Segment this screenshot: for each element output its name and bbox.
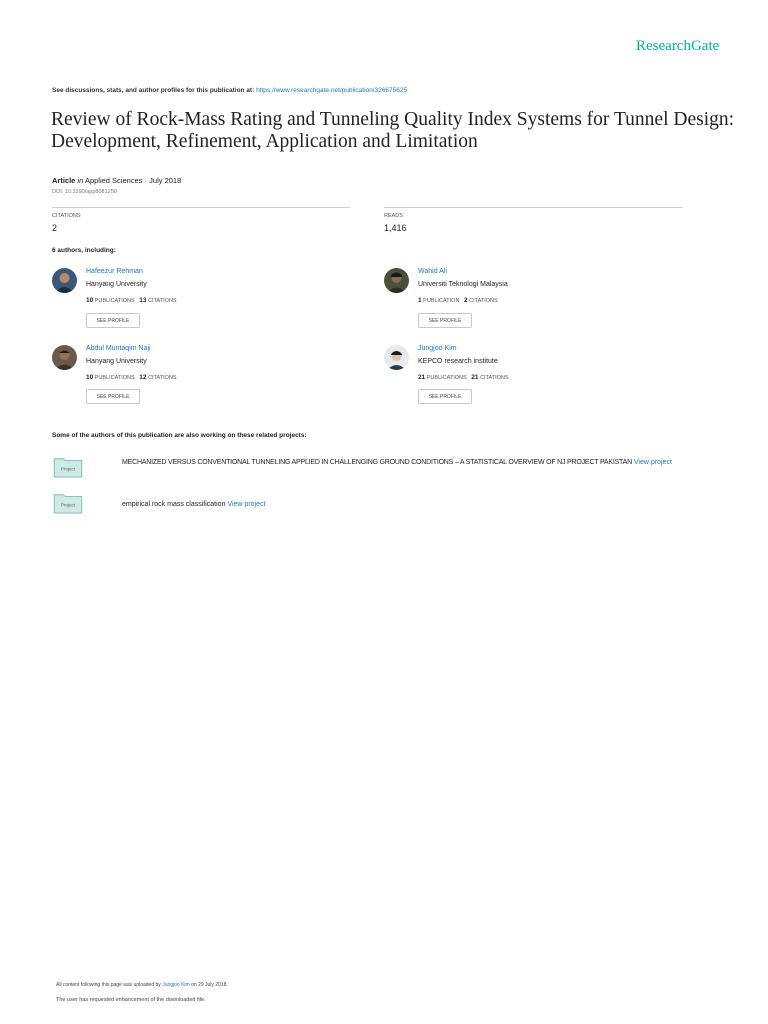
author-name[interactable]: Wahid Ali (418, 268, 447, 275)
author-name[interactable]: Abdul Muntaqim Naji (86, 345, 151, 352)
publications-count: 10 (86, 374, 94, 381)
publications-count: 10 (86, 297, 94, 304)
view-project-link[interactable]: View project (227, 501, 266, 508)
project-item (122, 456, 712, 469)
publications-label: PUBLICATIONS (426, 375, 467, 381)
authors-heading: 6 authors, including: (52, 247, 116, 254)
journal-name[interactable]: Applied Sciences (84, 176, 143, 185)
enhancement-note: The user has requested enhancement of the downloaded file. (56, 997, 206, 1003)
author-affiliation: Hanyang University (86, 358, 147, 365)
avatar-jungjoo-kim[interactable] (384, 345, 409, 370)
article-type: Article (52, 176, 76, 185)
see-profile-button[interactable]: SEE PROFILE (86, 313, 140, 328)
publications-label: PUBLICATIONS (94, 298, 135, 304)
citations-count: 21 (471, 374, 479, 381)
publications-count: 1 (418, 297, 422, 304)
project-icon-label: Project (60, 466, 76, 472)
author-stats (86, 297, 177, 304)
citations-count: 2 (464, 297, 468, 304)
publications-count: 21 (418, 374, 426, 381)
citations-count: 13 (139, 297, 147, 304)
author-stats (418, 374, 509, 381)
discussion-line (52, 87, 407, 94)
see-profile-button[interactable]: SEE PROFILE (86, 389, 140, 404)
reads-value: 1,416 (384, 223, 407, 233)
reads-label: READS (384, 213, 403, 219)
related-projects-heading: Some of the authors of this publication are also working on these related projects: (52, 432, 307, 439)
citations-count: 12 (139, 374, 147, 381)
author-affiliation: Universiti Teknologi Malaysia (418, 281, 508, 288)
citations-label: CITATIONS (148, 375, 177, 381)
author-name[interactable]: Hafeezur Rehman (86, 268, 143, 275)
publications-label: PUBLICATIONS (94, 375, 135, 381)
view-project-link[interactable]: View project (633, 459, 672, 466)
project-title: empirical rock mass classification (122, 501, 226, 508)
citations-label: CITATIONS (469, 298, 498, 304)
avatar-wahid-ali[interactable] (384, 268, 409, 293)
discussion-text: See discussions, stats, and author profiles for this publication at: (52, 87, 257, 94)
avatar-hafeezur-rehman[interactable] (52, 268, 77, 293)
citations-label: CITATIONS (52, 213, 81, 219)
in-label: in (77, 176, 84, 185)
publication-title: Review of Rock-Mass Rating and Tunneling Quality Index Systems for Tunnel Design: Development, Refinement, Application and Limitation (51, 109, 735, 152)
project-title: MECHANIZED VERSUS CONVENTIONAL TUNNELING APPLIED IN CHALLENGING GROUND CONDITIONS – A STATISTICAL OVERVIEW OF NJ PROJECT PAKISTAN (122, 459, 632, 466)
upload-prefix: All content following this page was uploaded by (56, 982, 163, 988)
publications-label: PUBLICATION (423, 298, 460, 304)
author-name[interactable]: Jungjoo Kim (418, 345, 457, 352)
project-folder-icon (53, 456, 85, 480)
author-stats (418, 297, 498, 304)
see-profile-button[interactable]: SEE PROFILE (418, 389, 472, 404)
upload-info (56, 982, 228, 988)
author-affiliation: KEPCO research institute (418, 358, 498, 365)
publication-meta (52, 176, 181, 185)
avatar-abdul-muntaqim-naji[interactable] (52, 345, 77, 370)
upload-suffix: on 29 July 2018. (189, 982, 228, 988)
publication-date: · July 2018 (142, 176, 182, 185)
author-stats (86, 374, 177, 381)
project-folder-icon (53, 492, 85, 516)
project-item (122, 498, 712, 511)
publication-url-link[interactable]: https://www.researchgate.net/publication/326675625 (256, 87, 408, 94)
citations-label: CITATIONS (148, 298, 177, 304)
project-icon-label: Project (60, 502, 76, 508)
uploader-link[interactable]: Jungjoo Kim (162, 982, 190, 988)
citations-value: 2 (52, 223, 58, 233)
divider-citations (52, 207, 350, 208)
author-affiliation: Hanyang University (86, 281, 147, 288)
researchgate-logo[interactable]: ResearchGate (636, 38, 720, 54)
doi: DOI: 10.3390/app8081250 (52, 189, 117, 195)
divider-reads (384, 207, 683, 208)
see-profile-button[interactable]: SEE PROFILE (418, 313, 472, 328)
citations-label: CITATIONS (480, 375, 509, 381)
